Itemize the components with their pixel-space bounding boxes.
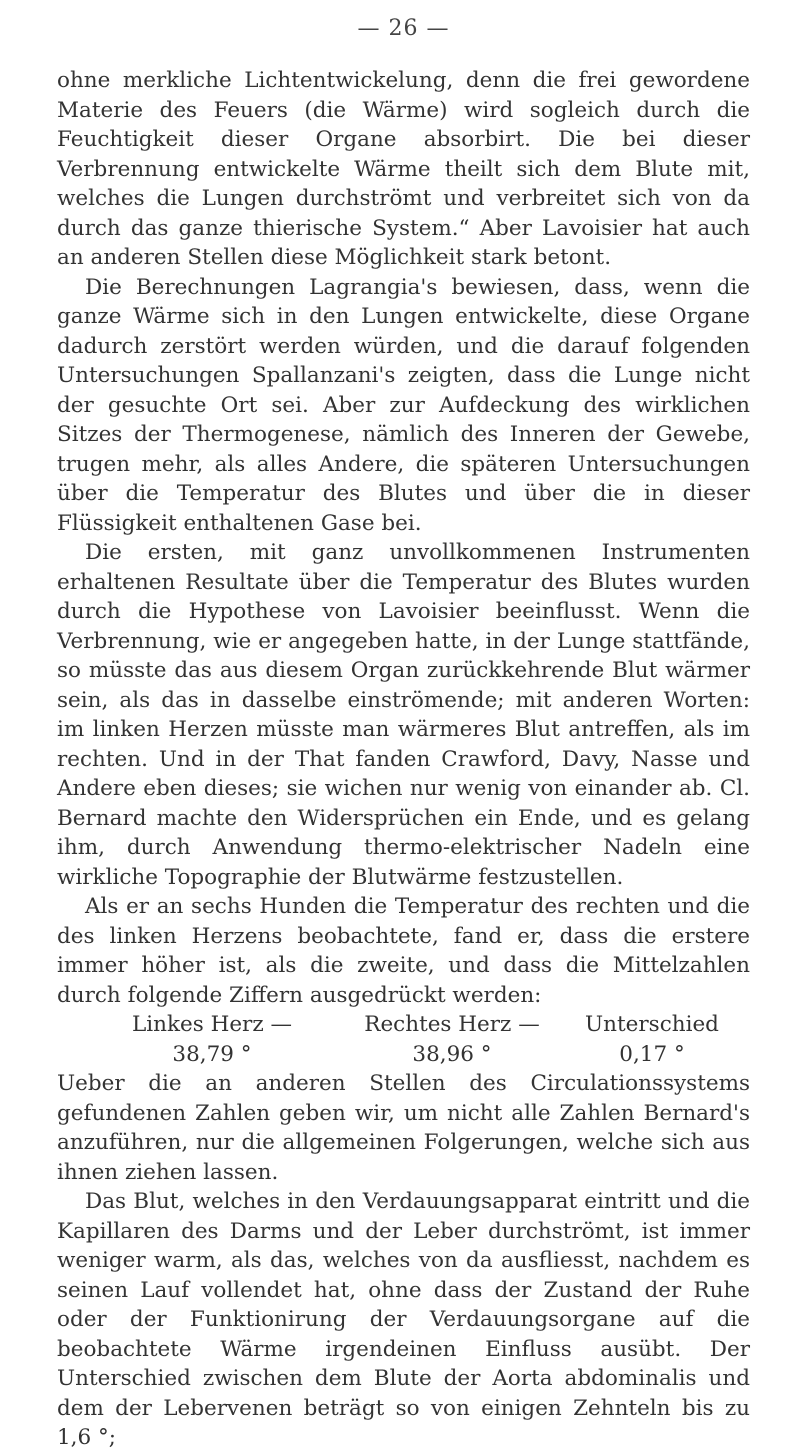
table-header-row <box>57 1010 750 1040</box>
header-difference: Unterschied <box>585 1012 719 1037</box>
value-right-heart: 38,96 ° <box>412 1041 492 1067</box>
paragraph-4: Als er an sechs Hunden die Temperatur des rechten und die des linken Herzens beobachtete, fand er, dass die erstere immer höher ist, als die zweite, und dass die Mittelzahlen durch folgende Ziffern ausgedrückt werden: <box>57 894 750 1008</box>
table-value-row <box>57 1040 750 1070</box>
page-number: — 26 — <box>357 16 450 41</box>
page <box>57 14 750 1453</box>
paragraph-1: ohne merkliche Lichtentwickelung, denn die frei gewordene Materie des Feuers (die Wärme) wird sogleich durch die Feuchtigkeit dieser Organe absorbirt. Die bei dieser Verbrennung entwickelte Wärme theilt sich dem Blute mit, welches die Lungen durchströmt und verbreitet sich von da durch das ganze thierische System.“ Aber Lavoisier hat auch an anderen Stellen diese Möglichkeit stark betont. <box>57 68 750 270</box>
value-difference: 0,17 ° <box>619 1041 685 1067</box>
header-right-heart: Rechtes Herz — <box>364 1012 540 1037</box>
paragraph-2: Die Berechnungen Lagrangia's bewiesen, dass, wenn die ganze Wärme sich in den Lungen entwickelte, diese Organe dadurch zerstört werden würden, und die darauf folgenden Untersuchungen Spallanzani's zeigten, dass die Lunge nicht der gesuchte Ort sei. Aber zur Aufdeckung des wirklichen Sitzes der Thermogenese, nämlich des Inneren der Gewebe, trugen mehr, als alles Andere, die späteren Untersuchungen über die Temperatur des Blutes und über die in dieser Flüssigkeit enthaltenen Gase bei. <box>57 274 750 536</box>
temperature-table <box>57 1010 750 1069</box>
paragraph-6: Das Blut, welches in den Verdauungsapparat eintritt und die Kapillaren des Darms und der Leber durchströmt, ist immer weniger warm, als das, welches von da ausfliesst, nachdem es seinen Lauf vollendet hat, ohne dass der Zustand der Ruhe oder der Funktionirung der Verdauungsorgane auf die beobachtete Wärme irgendeinen Einfluss ausübt. Der Unterschied zwischen dem Blute der Aorta abdominalis und dem der Lebervenen beträgt so von einigen Zehnteln bis zu 1,6 °; <box>57 1189 750 1450</box>
value-left-heart: 38,79 ° <box>172 1041 252 1067</box>
paragraph-5: Ueber die an anderen Stellen des Circulationssystems gefundenen Zahlen geben wir, um nicht alle Zahlen Bernard's anzuführen, nur die allgemeinen Folgerungen, welche sich aus ihnen ziehen lassen. <box>57 1071 750 1185</box>
header-left-heart: Linkes Herz — <box>131 1012 293 1037</box>
paragraph-3: Die ersten, mit ganz unvollkommenen Instrumenten erhaltenen Resultate über die Temperatur des Blutes wurden durch die Hypothese von Lavoisier beeinflusst. Wenn die Verbrennung, wie er angegeben hatte, in der Lunge stattfände, so müsste das aus diesem Organ zurückkehrende Blut wärmer sein, als das in dasselbe einströmende; mit anderen Worten: im linken Herzen müsste man wärmeres Blut antreffen, als im rechten. Und in der That fanden Crawford, Davy, Nasse und Andere eben dieses; sie wichen nur wenig von einander ab. Cl. Bernard machte den Widersprüchen ein Ende, und es gelang ihm, durch Anwendung thermo-elektrischer Nadeln eine wirkliche Topographie der Blutwärme festzustellen. <box>57 540 750 890</box>
